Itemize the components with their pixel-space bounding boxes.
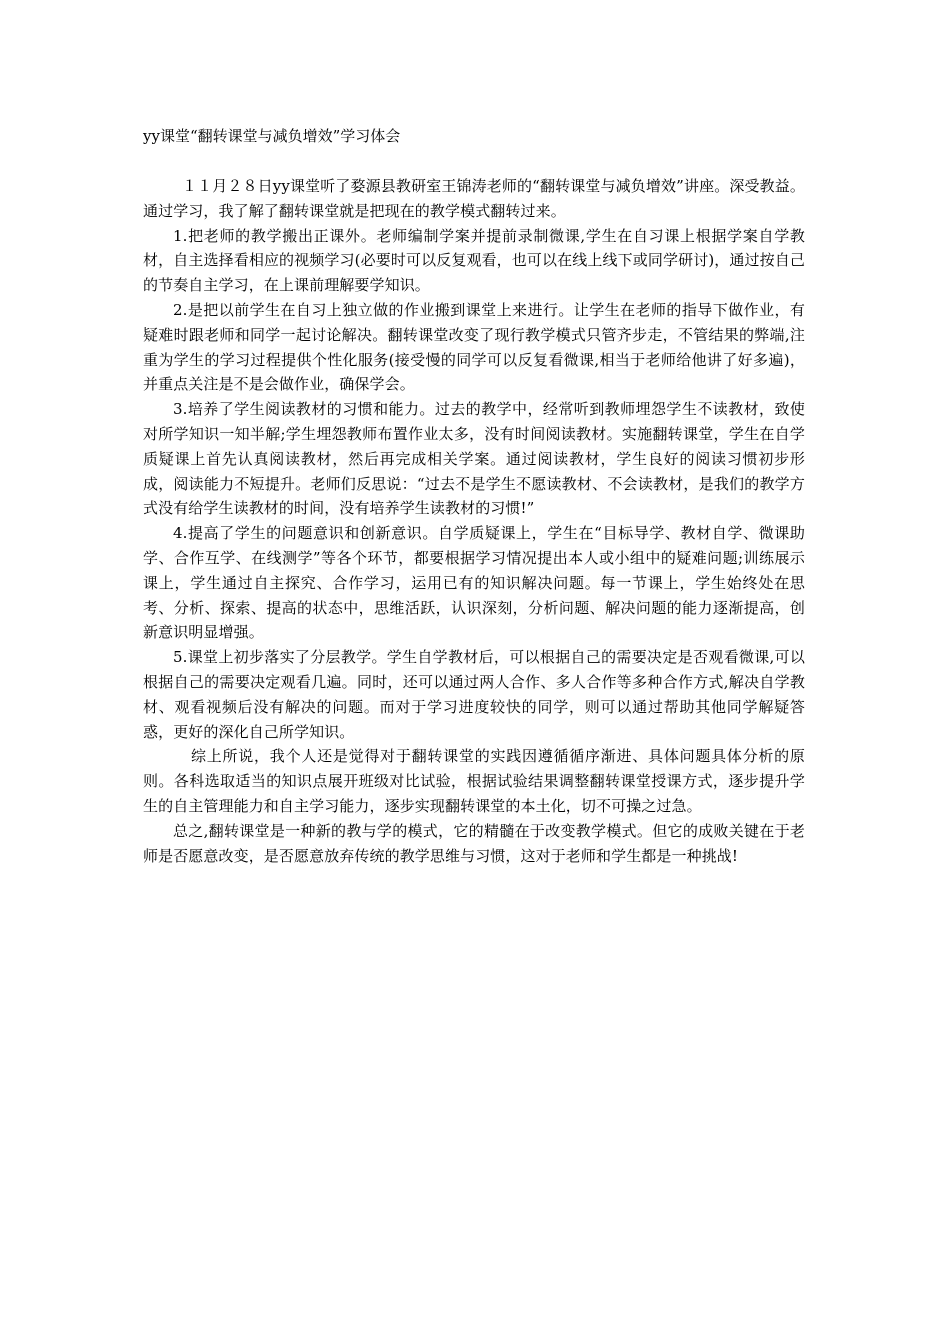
- paragraph-conclusion: 总之,翻转课堂是一种新的教与学的模式，它的精髓在于改变教学模式。但它的成败关键在于老师是否愿意改变，是否愿意放弃传统的教学思维与习惯，这对于老师和学生都是一种挑战!: [143, 821, 805, 865]
- paragraph-summary: 综上所说，我个人还是觉得对于翻转课堂的实践因遵循循序渐进、具体问题具体分析的原则。各科选取适当的知识点展开班级对比试验，根据试验结果调整翻转课堂授课方式，逐步提升学生的自主管理能力和自主学习能力，逐步实现翻转课堂的本土化，切不可操之过急。: [143, 747, 805, 815]
- paragraph-point-1: 1.把老师的教学搬出正课外。老师编制学案并提前录制微课,学生在自习课上根据学案自学教材，自主选择看相应的视频学习(必要时可以反复观看，也可以在线上线下或同学研讨)，通过按自己的节奏自主学习，在上课前理解要学知识。: [143, 226, 805, 295]
- document-body: [143, 174, 805, 868]
- paragraph-intro: １１月２８日yy课堂听了婺源县教研室王锦涛老师的“翻转课堂与减负增效”讲座。深受教益。通过学习，我了解了翻转课堂就是把现在的教学模式翻转过来。: [143, 177, 805, 220]
- paragraph-point-5: 5.课堂上初步落实了分层教学。学生自学教材后，可以根据自己的需要决定是否观看微课,可以根据自己的需要决定观看几遍。同时，还可以通过两人合作、多人合作等多种合作方式,解决自学教材、观看视频后没有解决的问题。而对于学习进度较快的同学，则可以通过帮助其他同学解疑答惑，更好的深化自己所学知识。: [143, 648, 805, 741]
- paragraph-point-4: 4.提高了学生的问题意识和创新意识。自学质疑课上，学生在“目标导学、教材自学、微课助学、合作互学、在线测学”等各个环节，都要根据学习情况提出本人或小组中的疑难问题;训练展示课上，学生通过自主探究、合作学习，运用已有的知识解决问题。每一节课上，学生始终处在思考、分析、探索、提高的状态中，思维活跃，认识深刻，分析问题、解决问题的能力逐渐提高，创新意识明显增强。: [143, 524, 805, 642]
- paragraph-point-2: 2.是把以前学生在自习上独立做的作业搬到课堂上来进行。让学生在老师的指导下做作业，有疑难时跟老师和同学一起讨论解决。翻转课堂改变了现行教学模式只管齐步走，不管结果的弊端,注重为学生的学习过程提供个性化服务(接受慢的同学可以反复看微课,相当于老师给他讲了好多遍)，并重点关注是不是会做作业，确保学会。: [143, 300, 805, 394]
- paragraph-point-3: 3.培养了学生阅读教材的习惯和能力。过去的教学中，经常听到教师埋怨学生不读教材，致使对所学知识一知半解;学生埋怨教师布置作业太多，没有时间阅读教材。实施翻转课堂，学生在自学质疑课上首先认真阅读教材，然后再完成相关学案。通过阅读教材，学生良好的阅读习惯初步形成，阅读能力不短提升。老师们反思说：“过去不是学生不愿读教材、不会读教材，是我们的教学方式没有给学生读教材的时间，没有培养学生读教材的习惯!”: [143, 400, 805, 518]
- document-title: yy课堂“翻转课堂与减负增效”学习体会: [143, 127, 401, 145]
